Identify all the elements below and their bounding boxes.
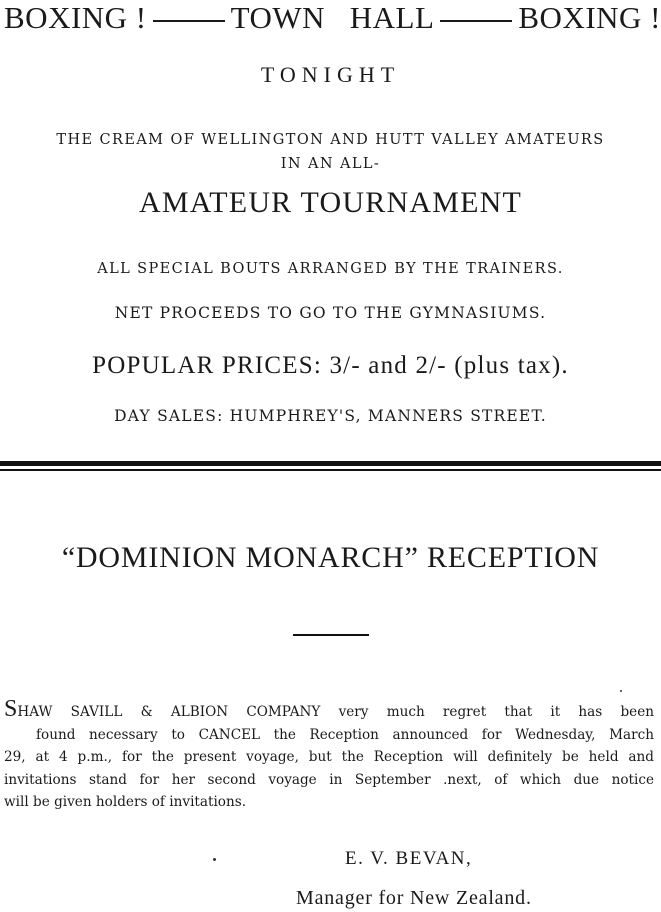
reception-title: “DOMINION MONARCH” RECEPTION (61, 541, 600, 574)
section-divider-thick (0, 461, 661, 466)
body-line (4, 696, 654, 724)
proceeds-line: NET PROCEEDS TO GO TO THE GYMNASIUMS. (114, 304, 547, 322)
headline-center: TOWN HALL (230, 0, 435, 35)
body-line: found necessary to CANCEL the Reception announced for Wednesday, March (36, 726, 654, 743)
prices-line: POPULAR PRICES: 3/- and 2/- (plus tax). (92, 352, 569, 379)
body-line-text: HAW SAVILL & ALBION COMPANY very much regret that it has been (17, 704, 654, 720)
bouts-line: ALL SPECIAL BOUTS ARRANGED BY THE TRAINERS. (97, 261, 564, 277)
drop-initial: S (4, 696, 18, 722)
body-line: 29, at 4 p.m., for the present voyage, but the Reception will definitely be held and (4, 749, 654, 765)
print-speck (620, 690, 622, 692)
body-line: will be given holders of invitations. (4, 794, 247, 810)
headline-right: BOXING ! (518, 0, 661, 35)
boxing-headline (4, 0, 661, 36)
signatory-title: Manager for New Zealand. (296, 887, 532, 909)
print-speck (213, 858, 216, 861)
tonight-heading: TONIGHT (260, 62, 401, 87)
signatory-name: E. V. BEVAN, (345, 848, 473, 869)
reception-notice-body (4, 696, 654, 814)
title-underline-rule (293, 634, 369, 636)
section-divider-thin (0, 469, 661, 471)
headline-dash-right (440, 20, 512, 22)
headline-dash-left (153, 20, 225, 22)
day-sales-line: DAY SALES: HUMPHREY'S, MANNERS STREET. (114, 407, 547, 425)
cream-line-1: THE CREAM OF WELLINGTON AND HUTT VALLEY AMATEURS (56, 132, 605, 148)
headline-left: BOXING ! (4, 0, 147, 35)
body-line: invitations stand for her second voyage in September .next, of which due notice (4, 771, 654, 788)
tournament-heading: AMATEUR TOURNAMENT (138, 186, 522, 219)
cream-line-2: IN AN ALL- (280, 156, 381, 172)
